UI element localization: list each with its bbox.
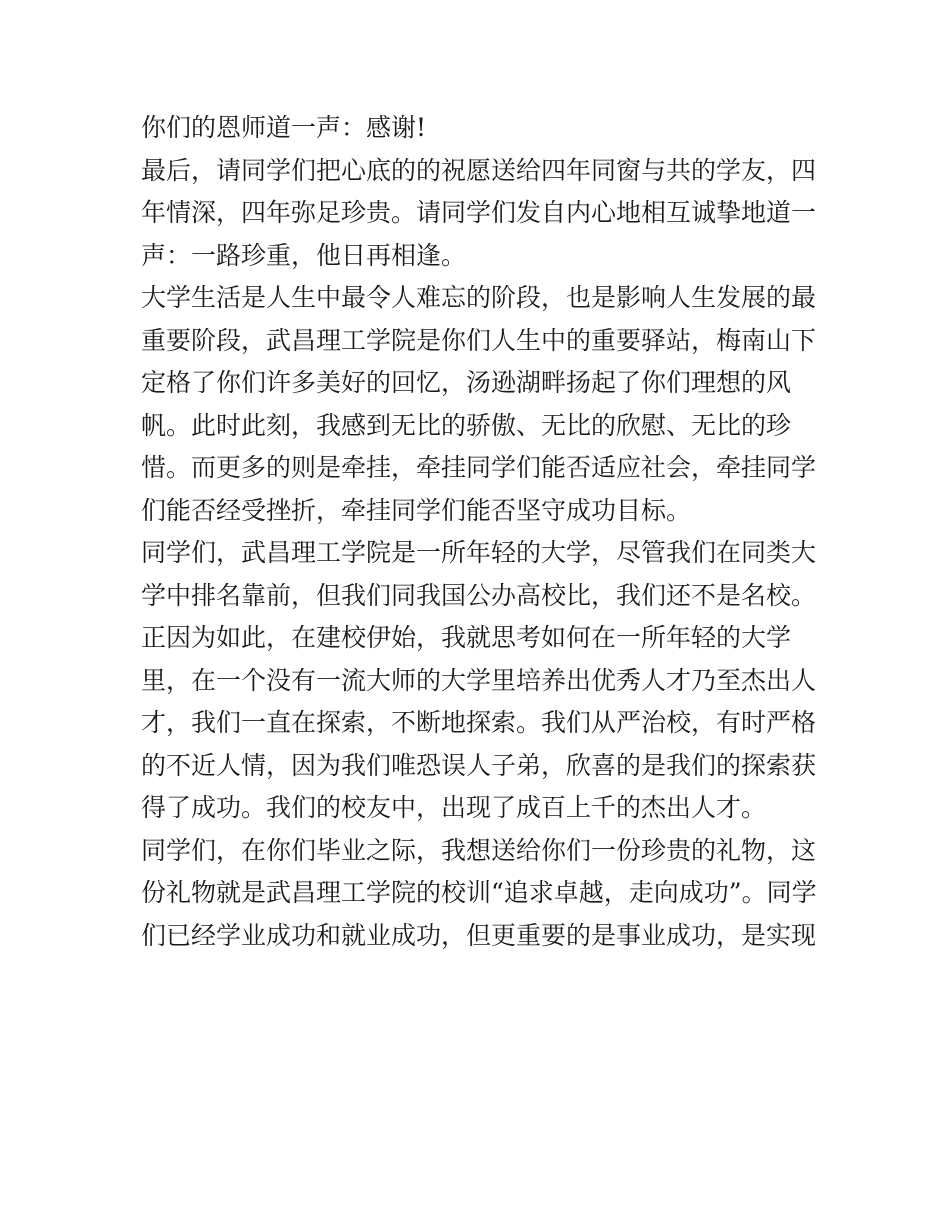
text-line: 惜。而更多的则是牵挂，牵挂同学们能否适应社会，牵挂同学 [141, 453, 817, 482]
text-line: 重要阶段，武昌理工学院是你们人生中的重要驿站，梅南山下 [141, 325, 817, 355]
text-line: 得了成功。我们的校友中，出现了成百上千的杰出人才。 [141, 793, 767, 822]
text-line: 们能否经受挫折，牵挂同学们能否坚守成功目标。 [141, 495, 692, 525]
text-line: 同学们，在你们毕业之际，我想送给你们一份珍贵的礼物，这 [141, 835, 817, 865]
text-line: 大学生活是人生中最令人难忘的阶段，也是影响人生发展的最 [141, 283, 817, 312]
text-line: 最后，请同学们把心底的的祝愿送给四年同窗与共的学友，四 [141, 155, 817, 185]
text-line: 年情深，四年弥足珍贵。请同学们发自内心地相互诚挚地道一 [141, 198, 817, 227]
text-line: 份礼物就是武昌理工学院的校训“追求卓越，走向成功”。同学 [141, 878, 817, 907]
text-line: 们已经学业成功和就业成功，但更重要的是事业成功，是实现 [141, 920, 817, 950]
text-line: 帆。此时此刻，我感到无比的骄傲、无比的欣慰、无比的珍 [141, 410, 792, 440]
text-line: 你们的恩师道一声：感谢! [141, 113, 427, 142]
body-text [141, 108, 817, 958]
text-line: 定格了你们许多美好的回忆，汤逊湖畔扬起了你们理想的风 [141, 368, 792, 397]
text-line: 正因为如此，在建校伊始，我就思考如何在一所年轻的大学 [141, 623, 792, 652]
text-line: 同学们，武昌理工学院是一所年轻的大学，尽管我们在同类大 [141, 538, 817, 567]
text-line: 声：一路珍重，他日再相逢。 [141, 240, 467, 270]
text-line: 学中排名靠前，但我们同我国公办高校比，我们还不是名校。 [141, 580, 817, 610]
text-line: 的不近人情，因为我们唯恐误人子弟，欣喜的是我们的探索获 [141, 750, 817, 780]
text-line: 才，我们一直在探索，不断地探索。我们从严治校，有时严格 [141, 708, 817, 737]
text-line: 里，在一个没有一流大师的大学里培养出优秀人才乃至杰出人 [141, 665, 817, 695]
